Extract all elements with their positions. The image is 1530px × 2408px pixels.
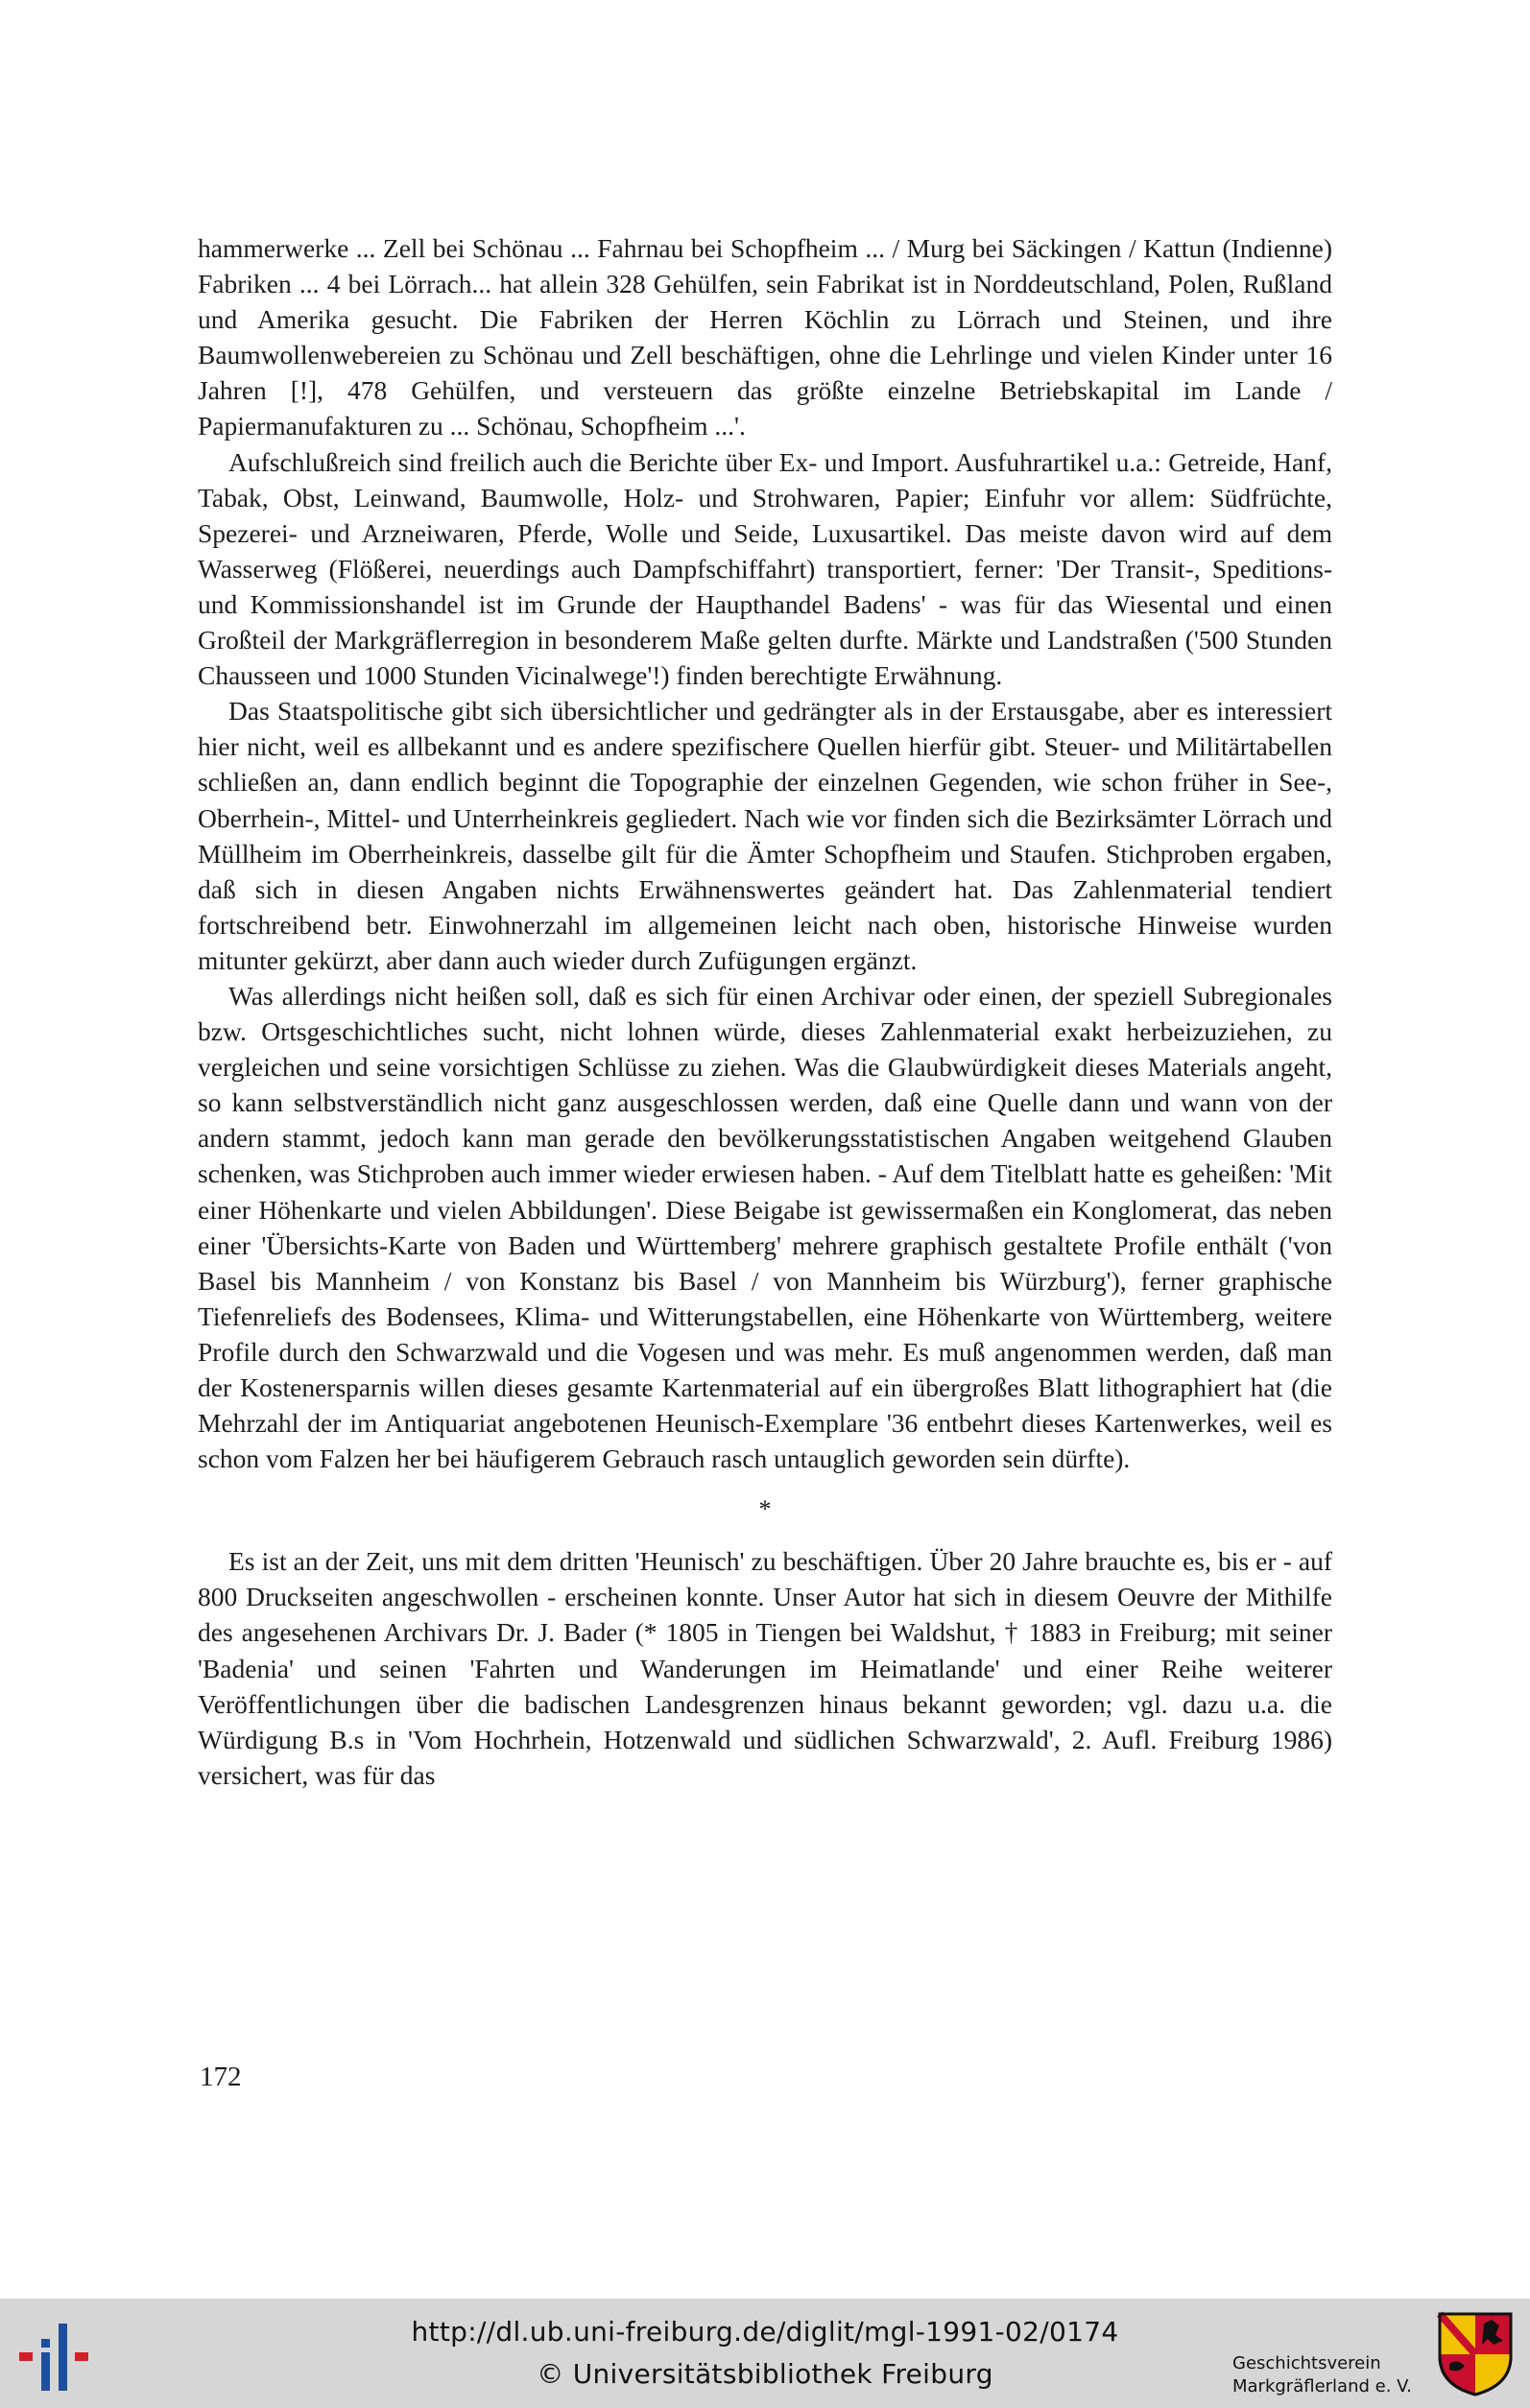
paragraph-3: Das Staatspolitische gibt sich übersichtlicher und gedrängter als in der Erstausgabe, aber es interessiert hier nicht, weil es allbekannt und es andere spezifischere Quellen hierfür gibt. Steuer- und Militärtabellen schließen an, dann endlich beginnt die Topographie der einzelnen Gegenden, wie schon früher in See-, Oberrhein-, Mittel- und Unterrheinkreis gegliedert. Nach wie vor finden sich die Bezirksämter Lörrach und Müllheim im Oberrheinkreis, dasselbe gilt für die Ämter Schopfheim und Staufen. Stichproben ergaben, daß sich in diesen Angaben nichts Erwähnenswertes geändert hat. Das Zahlenmaterial tendiert fortschreibend betr. Einwohnerzahl im allgemeinen leicht nach oben, historische Hinweise wurden mitunter gekürzt, aber dann auch wieder durch Zufügungen ergänzt. — [198, 696, 1332, 975]
viewer-footer — [0, 2299, 1530, 2408]
body-text — [198, 230, 1332, 1793]
library-logo-icon — [17, 2318, 98, 2395]
society-name-line1: Geschichtsverein — [1232, 2353, 1381, 2373]
permalink-link[interactable]: http://dl.ub.uni-freiburg.de/diglit/mgl-1991-02/0174 — [411, 2316, 1119, 2348]
section-separator: * — [758, 1495, 772, 1524]
page-number: 172 — [200, 2062, 242, 2092]
paragraph-5: Es ist an der Zeit, uns mit dem dritten 'Heunisch' zu beschäftigen. Über 20 Jahre brauchte es, bis er - auf 800 Druckseiten angeschwollen - erscheinen konnte. Unser Autor hat sich in diesem Oeuvre der Mithilfe des angesehenen Archivars Dr. J. Bader (* 1805 in Tiengen bei Waldshut, † 1883 in Freiburg; mit seiner 'Badenia' und seinen 'Fahrten und Wanderungen im Heimatlande' und einer Reihe weiterer Veröffentlichungen über die badischen Landesgrenzen hinaus bekannt geworden; vgl. dazu u.a. die Würdigung B.s in 'Vom Hochrhein, Hotzenwald und südlichen Schwarzwald', 2. Aufl. Freiburg 1986) versichert, was für das — [198, 1546, 1332, 1790]
copyright-notice: © Universitätsbibliothek Freiburg — [537, 2358, 993, 2390]
paragraph-4: Was allerdings nicht heißen soll, daß es sich für einen Archivar oder einen, der speziell Subregionales bzw. Ortsgeschichtliches sucht, nicht lohnen würde, dieses Zahlenmaterial exakt herbeizuziehen, zu vergleichen und seine vorsichtigen Schlüsse zu ziehen. Was die Glaubwürdigkeit dieses Materials angeht, so kann selbstverständlich nicht ganz ausgeschlossen werden, daß eine Quelle dann und wann von der andern stammt, jedoch kann man gerade den bevölkerungsstatistischen Angaben weitgehend Glauben schenken, was Stichproben auch immer wieder erwiesen haben. - Auf dem Titelblatt hatte es geheißen: 'Mit einer Höhenkarte und vielen Abbildungen'. Diese Beigabe ist gewissermaßen ein Konglomerat, das neben einer 'Übersichts-Karte von Baden und Württemberg' mehrere graphisch gestaltete Profile enthält ('von Basel bis Mannheim / von Konstanz bis Basel / von Mannheim bis Würzburg'), ferner graphische Tiefenreliefs des Bodensees, Klima- und Witterungstabellen, eine Höhenkarte von Württemberg, weitere Profile durch den Schwarzwald und die Vogesen und was mehr. Es muß angenommen werden, daß man der Kostenersparnis willen dieses gesamte Kartenmaterial auf ein übergroßes Blatt lithographiert hat (die Mehrzahl der im Antiquariat angebotenen Heunisch-Exemplare '36 entbehrt dieses Kartenwerkes, weil es schon vom Falzen her bei häufigerem Gebrauch rasch untauglich geworden sein dürfte). — [198, 980, 1332, 1474]
society-name — [1232, 2352, 1434, 2398]
coat-of-arms-icon — [1436, 2310, 1515, 2398]
paragraph-1: hammerwerke ... Zell bei Schönau ... Fahrnau bei Schopfheim ... / Murg bei Säckingen / Kattun (Indienne) Fabriken ... 4 bei Lörrach... hat allein 328 Gehülfen, sein Fabrikat ist in Norddeutschland, Polen, Rußland und Amerika gesucht. Die Fabriken der Herren Köchlin zu Lörrach und Steinen, und ihre Baumwollenwebereien zu Schönau und Zell beschäftigen, ohne die Lehrlinge und vielen Kinder unter 16 Jahren [!], 478 Gehülfen, und versteuern das größte einzelne Betriebskapital im Lande / Papiermanufakturen zu ... Schönau, Schopfheim ...'. — [198, 233, 1332, 441]
paragraph-2: Aufschlußreich sind freilich auch die Berichte über Ex- und Import. Ausfuhrartikel u.a.: Getreide, Hanf, Tabak, Obst, Leinwand, Baumwolle, Holz- und Strohwaren, Papier; Einfuhr vor allem: Südfrüchte, Spezerei- und Arzneiwaren, Pferde, Wolle und Seide, Luxusartikel. Das meiste davon wird auf dem Wasserweg (Flößerei, neuerdings auch Dampfschiffahrt) transportiert, ferner: 'Der Transit-, Speditions- und Kommissionshandel ist im Grunde der Haupthandel Badens' - was für das Wiesental und einen Großteil der Markgräflerregion in besonderem Maße gelten durfte. Märkte und Landstraßen ('500 Stunden Chausseen und 1000 Stunden Vicinalwege'!) finden berechtigte Erwähnung. — [198, 446, 1332, 691]
society-name-line2: Markgräflerland e. V. — [1232, 2376, 1412, 2396]
